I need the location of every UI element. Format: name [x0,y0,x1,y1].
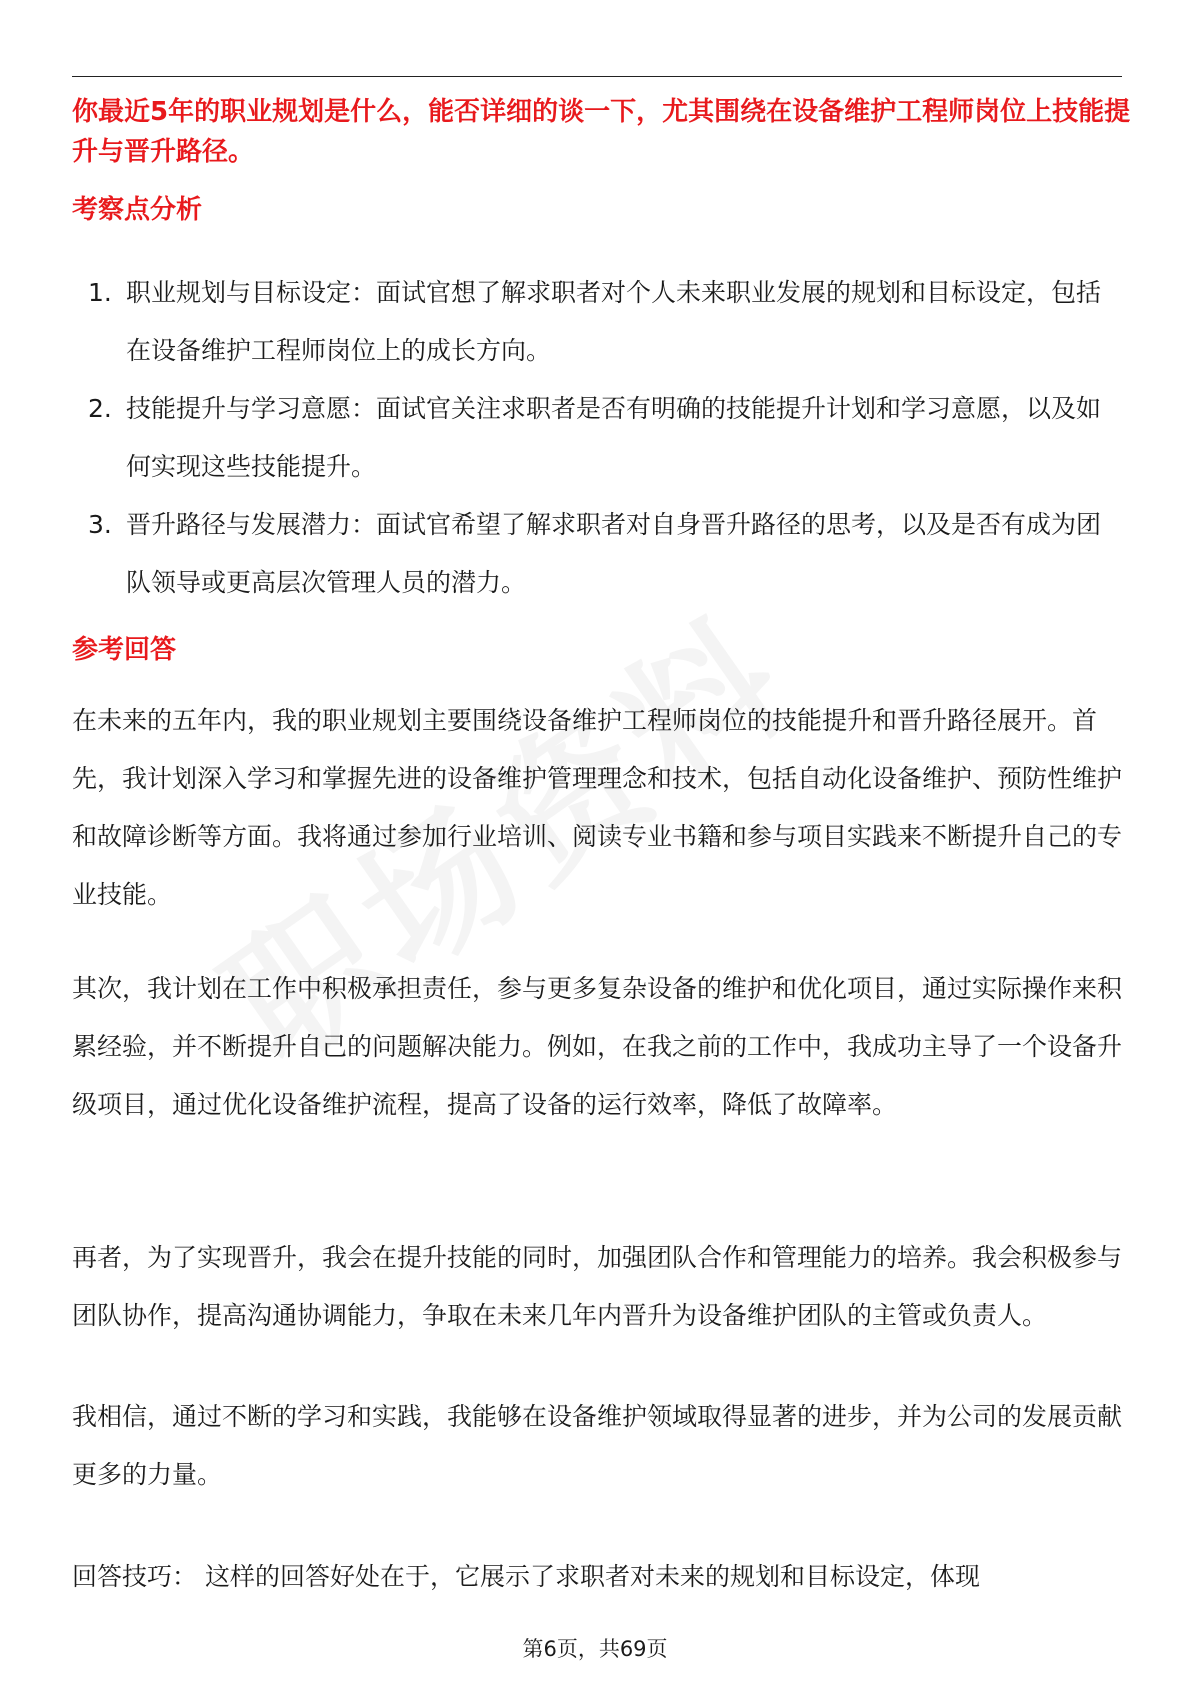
analysis-heading: 考察点分析 [72,195,203,225]
analysis-item [72,496,1122,612]
answer-tips-paragraph: 回答技巧： 这样的回答好处在于，它展示了求职者对未来的规划和目标设定，体现 [72,1562,980,1591]
analysis-item-text: 晋升路径与发展潜力：面试官希望了解求职者对自身晋升路径的思考，以及是否有成为团队领导或更高层次管理人员的潜力。 [126,510,1102,597]
analysis-item [72,264,1122,380]
analysis-item-number: 2. [88,394,112,423]
analysis-item-number: 1. [88,278,112,307]
page-number-footer: 第6页，共69页 [522,1637,668,1661]
top-divider [72,76,1122,77]
analysis-item-text: 技能提升与学习意愿：面试官关注求职者是否有明确的技能提升计划和学习意愿，以及如何实现这些技能提升。 [126,394,1102,481]
analysis-item [72,380,1122,496]
answer-paragraph: 我相信，通过不断的学习和实践，我能够在设备维护领域取得显著的进步，并为公司的发展贡献更多的力量。 [72,1402,1123,1489]
answer-paragraph: 在未来的五年内，我的职业规划主要围绕设备维护工程师岗位的技能提升和晋升路径展开。首先，我计划深入学习和掌握先进的设备维护管理理念和技术，包括自动化设备维护、预防性维护和故障诊断等方面。我将通过参加行业培训、阅读专业书籍和参与项目实践来不断提升自己的专业技能。 [72,706,1123,909]
question-title: 你最近5年的职业规划是什么，能否详细的谈一下，尤其围绕在设备维护工程师岗位上技能提升与晋升路径。 [72,97,1131,167]
answer-paragraph: 再者，为了实现晋升，我会在提升技能的同时，加强团队合作和管理能力的培养。我会积极参与团队协作，提高沟通协调能力，争取在未来几年内晋升为设备维护团队的主管或负责人。 [72,1243,1123,1330]
analysis-item-number: 3. [88,510,112,539]
analysis-list [72,264,1122,612]
analysis-item-text: 职业规划与目标设定：面试官想了解求职者对个人未来职业发展的规划和目标设定，包括在设备维护工程师岗位上的成长方向。 [126,278,1102,365]
answer-heading: 参考回答 [72,635,177,665]
answer-paragraph: 其次，我计划在工作中积极承担责任，参与更多复杂设备的维护和优化项目，通过实际操作来积累经验，并不断提升自己的问题解决能力。例如，在我之前的工作中，我成功主导了一个设备升级项目，通过优化设备维护流程，提高了设备的运行效率，降低了故障率。 [72,974,1123,1119]
